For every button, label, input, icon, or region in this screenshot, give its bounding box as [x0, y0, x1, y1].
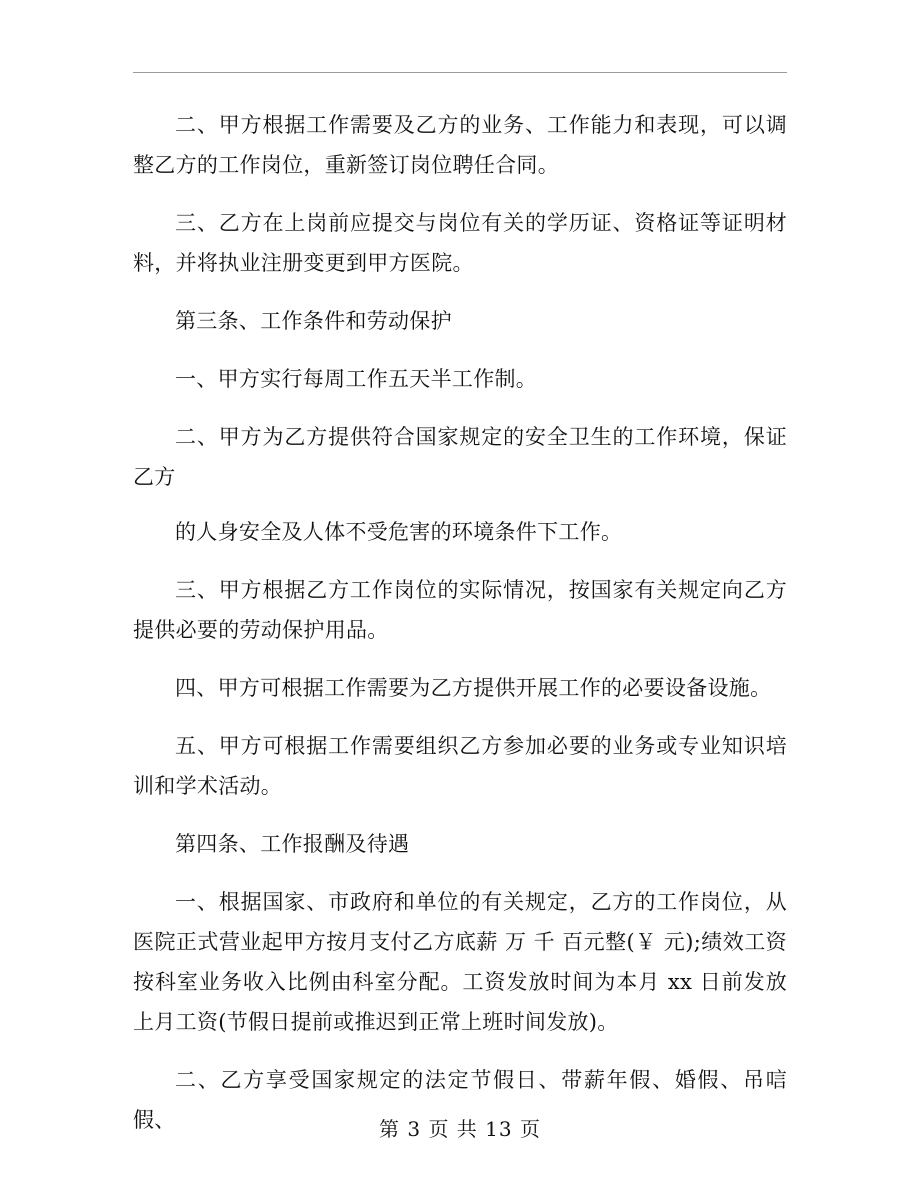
section-heading: 第三条、工作条件和劳动保护: [175, 309, 452, 333]
paragraph: 一、根据国家、市政府和单位的有关规定，乙方的工作岗位，从医院正式营业起甲方按月支付乙方底薪 万 千 百元整(￥ 元);绩效工资按科室业务收入比例由科室分配。工资发放时间为本月 xx 日前发放上月工资(节假日提前或推迟到正常上班时间发放)。: [133, 890, 787, 1034]
section-heading: 第四条、工作报酬及待遇: [175, 832, 410, 856]
header-rule: [133, 72, 787, 73]
paragraph: 五、甲方可根据工作需要组织乙方参加必要的业务或专业知识培训和学术活动。: [133, 734, 787, 798]
paragraph: 的人身安全及人体不受危害的环境条件下工作。: [175, 520, 623, 544]
page-number: 第 3 页 共 13 页: [379, 1117, 541, 1141]
paragraph: 四、甲方可根据工作需要为乙方提供开展工作的必要设备设施。: [175, 676, 772, 700]
paragraph: 二、乙方享受国家规定的法定节假日、带薪年假、婚假、吊唁假、: [133, 1068, 787, 1132]
paragraph: 二、甲方为乙方提供符合国家规定的安全卫生的工作环境，保证乙方: [133, 425, 787, 489]
document-body: [133, 105, 787, 1140]
paragraph: 三、乙方在上岗前应提交与岗位有关的学历证、资格证等证明材料，并将执业注册变更到甲方医院。: [133, 211, 787, 275]
paragraph: 一、甲方实行每周工作五天半工作制。: [175, 367, 538, 391]
paragraph: 二、甲方根据工作需要及乙方的业务、工作能力和表现，可以调整乙方的工作岗位，重新签订岗位聘任合同。: [133, 113, 787, 177]
paragraph: 三、甲方根据乙方工作岗位的实际情况，按国家有关规定向乙方提供必要的劳动保护用品。: [133, 578, 787, 642]
